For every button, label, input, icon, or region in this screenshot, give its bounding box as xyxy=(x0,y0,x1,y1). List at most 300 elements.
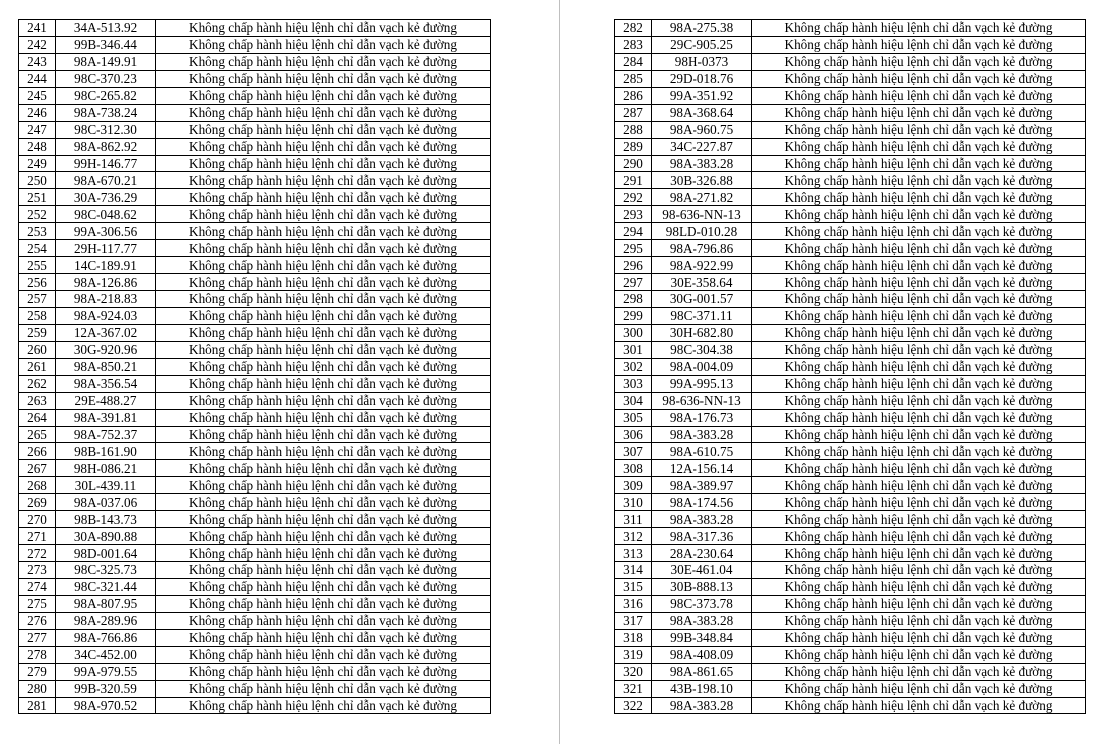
license-plate: 30A-736.29 xyxy=(56,189,156,206)
license-plate: 14C-189.91 xyxy=(56,257,156,274)
row-number: 291 xyxy=(615,172,652,189)
table-row xyxy=(615,206,1086,223)
table-row xyxy=(19,358,491,375)
row-number: 318 xyxy=(615,629,652,646)
violation-description: Không chấp hành hiệu lệnh chỉ dẫn vạch kẻ đường xyxy=(156,358,491,375)
violation-description: Không chấp hành hiệu lệnh chỉ dẫn vạch kẻ đường xyxy=(752,172,1086,189)
table-row xyxy=(615,663,1086,680)
table-row xyxy=(615,629,1086,646)
row-number: 270 xyxy=(19,511,56,528)
row-number: 319 xyxy=(615,646,652,663)
row-number: 272 xyxy=(19,545,56,562)
license-plate: 98H-0373 xyxy=(652,53,752,70)
license-plate: 98B-161.90 xyxy=(56,443,156,460)
violation-description: Không chấp hành hiệu lệnh chỉ dẫn vạch kẻ đường xyxy=(156,612,491,629)
violation-table-right xyxy=(614,19,1086,714)
license-plate: 98A-037.06 xyxy=(56,494,156,511)
row-number: 268 xyxy=(19,477,56,494)
violation-description: Không chấp hành hiệu lệnh chỉ dẫn vạch kẻ đường xyxy=(156,87,491,104)
license-plate: 30G-001.57 xyxy=(652,291,752,308)
violation-description: Không chấp hành hiệu lệnh chỉ dẫn vạch kẻ đường xyxy=(156,460,491,477)
row-number: 296 xyxy=(615,257,652,274)
table-row xyxy=(19,291,491,308)
violation-description: Không chấp hành hiệu lệnh chỉ dẫn vạch kẻ đường xyxy=(752,223,1086,240)
violation-description: Không chấp hành hiệu lệnh chỉ dẫn vạch kẻ đường xyxy=(752,257,1086,274)
row-number: 312 xyxy=(615,528,652,545)
license-plate: 98A-862.92 xyxy=(56,138,156,155)
table-row xyxy=(19,223,491,240)
table-row xyxy=(615,409,1086,426)
violation-description: Không chấp hành hiệu lệnh chỉ dẫn vạch kẻ đường xyxy=(752,189,1086,206)
table-row xyxy=(19,629,491,646)
license-plate: 98A-383.28 xyxy=(652,155,752,172)
violation-description: Không chấp hành hiệu lệnh chỉ dẫn vạch kẻ đường xyxy=(752,426,1086,443)
license-plate: 98A-383.28 xyxy=(652,426,752,443)
row-number: 275 xyxy=(19,595,56,612)
license-plate: 98A-126.86 xyxy=(56,274,156,291)
row-number: 247 xyxy=(19,121,56,138)
row-number: 287 xyxy=(615,104,652,121)
violation-description: Không chấp hành hiệu lệnh chỉ dẫn vạch kẻ đường xyxy=(752,612,1086,629)
row-number: 266 xyxy=(19,443,56,460)
license-plate: 99A-995.13 xyxy=(652,375,752,392)
license-plate: 98A-289.96 xyxy=(56,612,156,629)
row-number: 306 xyxy=(615,426,652,443)
violation-description: Không chấp hành hiệu lệnh chỉ dẫn vạch kẻ đường xyxy=(156,511,491,528)
violation-description: Không chấp hành hiệu lệnh chỉ dẫn vạch kẻ đường xyxy=(156,392,491,409)
row-number: 265 xyxy=(19,426,56,443)
table-row xyxy=(19,646,491,663)
license-plate: 98A-149.91 xyxy=(56,53,156,70)
row-number: 241 xyxy=(19,20,56,37)
violation-description: Không chấp hành hiệu lệnh chỉ dẫn vạch kẻ đường xyxy=(156,189,491,206)
row-number: 261 xyxy=(19,358,56,375)
license-plate: 29E-488.27 xyxy=(56,392,156,409)
violation-description: Không chấp hành hiệu lệnh chỉ dẫn vạch kẻ đường xyxy=(752,578,1086,595)
license-plate: 30E-358.64 xyxy=(652,274,752,291)
violation-description: Không chấp hành hiệu lệnh chỉ dẫn vạch kẻ đường xyxy=(156,121,491,138)
table-row xyxy=(615,578,1086,595)
table-row xyxy=(615,375,1086,392)
table-row xyxy=(615,172,1086,189)
table-row xyxy=(19,155,491,172)
table-row xyxy=(615,223,1086,240)
violation-description: Không chấp hành hiệu lệnh chỉ dẫn vạch kẻ đường xyxy=(752,545,1086,562)
violation-description: Không chấp hành hiệu lệnh chỉ dẫn vạch kẻ đường xyxy=(752,104,1086,121)
table-row xyxy=(19,697,491,714)
table-row xyxy=(19,240,491,257)
row-number: 251 xyxy=(19,189,56,206)
row-number: 259 xyxy=(19,324,56,341)
row-number: 246 xyxy=(19,104,56,121)
license-plate: 98A-850.21 xyxy=(56,358,156,375)
row-number: 289 xyxy=(615,138,652,155)
violation-table-body-right xyxy=(615,20,1086,714)
violation-description: Không chấp hành hiệu lệnh chỉ dẫn vạch kẻ đường xyxy=(752,358,1086,375)
violation-description: Không chấp hành hiệu lệnh chỉ dẫn vạch kẻ đường xyxy=(156,629,491,646)
table-row xyxy=(19,545,491,562)
row-number: 307 xyxy=(615,443,652,460)
row-number: 294 xyxy=(615,223,652,240)
row-number: 260 xyxy=(19,341,56,358)
table-row xyxy=(19,409,491,426)
row-number: 297 xyxy=(615,274,652,291)
license-plate: 98A-174.56 xyxy=(652,494,752,511)
table-row xyxy=(19,307,491,324)
page-divider xyxy=(559,0,560,744)
license-plate: 98C-304.38 xyxy=(652,341,752,358)
row-number: 313 xyxy=(615,545,652,562)
violation-description: Không chấp hành hiệu lệnh chỉ dẫn vạch kẻ đường xyxy=(156,257,491,274)
row-number: 255 xyxy=(19,257,56,274)
violation-description: Không chấp hành hiệu lệnh chỉ dẫn vạch kẻ đường xyxy=(156,494,491,511)
license-plate: 98B-143.73 xyxy=(56,511,156,528)
table-row xyxy=(615,240,1086,257)
violation-description: Không chấp hành hiệu lệnh chỉ dẫn vạch kẻ đường xyxy=(156,426,491,443)
table-row xyxy=(615,20,1086,37)
violation-description: Không chấp hành hiệu lệnh chỉ dẫn vạch kẻ đường xyxy=(752,240,1086,257)
table-row xyxy=(19,324,491,341)
table-row xyxy=(19,375,491,392)
violation-description: Không chấp hành hiệu lệnh chỉ dẫn vạch kẻ đường xyxy=(752,375,1086,392)
license-plate: 30H-682.80 xyxy=(652,324,752,341)
license-plate: 98H-086.21 xyxy=(56,460,156,477)
row-number: 293 xyxy=(615,206,652,223)
license-plate: 98A-861.65 xyxy=(652,663,752,680)
violation-description: Không chấp hành hiệu lệnh chỉ dẫn vạch kẻ đường xyxy=(156,240,491,257)
violation-description: Không chấp hành hiệu lệnh chỉ dẫn vạch kẻ đường xyxy=(156,155,491,172)
table-row xyxy=(615,528,1086,545)
row-number: 277 xyxy=(19,629,56,646)
violation-description: Không chấp hành hiệu lệnh chỉ dẫn vạch kẻ đường xyxy=(752,595,1086,612)
violation-description: Không chấp hành hiệu lệnh chỉ dẫn vạch kẻ đường xyxy=(752,680,1086,697)
table-row xyxy=(19,274,491,291)
license-plate: 99B-346.44 xyxy=(56,36,156,53)
table-row xyxy=(615,443,1086,460)
violation-description: Không chấp hành hiệu lệnh chỉ dẫn vạch kẻ đường xyxy=(752,324,1086,341)
row-number: 245 xyxy=(19,87,56,104)
row-number: 258 xyxy=(19,307,56,324)
table-row xyxy=(19,206,491,223)
table-row xyxy=(19,53,491,70)
license-plate: 30L-439.11 xyxy=(56,477,156,494)
violation-description: Không chấp hành hiệu lệnh chỉ dẫn vạch kẻ đường xyxy=(156,20,491,37)
row-number: 322 xyxy=(615,697,652,714)
license-plate: 98A-922.99 xyxy=(652,257,752,274)
row-number: 267 xyxy=(19,460,56,477)
table-row xyxy=(19,460,491,477)
row-number: 256 xyxy=(19,274,56,291)
license-plate: 98A-738.24 xyxy=(56,104,156,121)
row-number: 304 xyxy=(615,392,652,409)
row-number: 263 xyxy=(19,392,56,409)
license-plate: 29D-018.76 xyxy=(652,70,752,87)
table-row xyxy=(615,324,1086,341)
violation-description: Không chấp hành hiệu lệnh chỉ dẫn vạch kẻ đường xyxy=(752,70,1086,87)
table-row xyxy=(615,562,1086,579)
row-number: 271 xyxy=(19,528,56,545)
table-row xyxy=(615,612,1086,629)
table-row xyxy=(19,663,491,680)
violation-description: Không chấp hành hiệu lệnh chỉ dẫn vạch kẻ đường xyxy=(156,477,491,494)
violation-description: Không chấp hành hiệu lệnh chỉ dẫn vạch kẻ đường xyxy=(752,629,1086,646)
violation-description: Không chấp hành hiệu lệnh chỉ dẫn vạch kẻ đường xyxy=(752,138,1086,155)
table-row xyxy=(19,392,491,409)
row-number: 264 xyxy=(19,409,56,426)
row-number: 311 xyxy=(615,511,652,528)
violation-description: Không chấp hành hiệu lệnh chỉ dẫn vạch kẻ đường xyxy=(156,595,491,612)
license-plate: 98C-048.62 xyxy=(56,206,156,223)
license-plate: 98A-004.09 xyxy=(652,358,752,375)
license-plate: 98A-970.52 xyxy=(56,697,156,714)
violation-description: Không chấp hành hiệu lệnh chỉ dẫn vạch kẻ đường xyxy=(752,697,1086,714)
violation-description: Không chấp hành hiệu lệnh chỉ dẫn vạch kẻ đường xyxy=(752,341,1086,358)
row-number: 320 xyxy=(615,663,652,680)
license-plate: 34C-227.87 xyxy=(652,138,752,155)
table-row xyxy=(19,426,491,443)
row-number: 308 xyxy=(615,460,652,477)
violation-description: Không chấp hành hiệu lệnh chỉ dẫn vạch kẻ đường xyxy=(752,663,1086,680)
violation-description: Không chấp hành hiệu lệnh chỉ dẫn vạch kẻ đường xyxy=(156,104,491,121)
table-row xyxy=(615,257,1086,274)
row-number: 249 xyxy=(19,155,56,172)
license-plate: 34A-513.92 xyxy=(56,20,156,37)
violation-description: Không chấp hành hiệu lệnh chỉ dẫn vạch kẻ đường xyxy=(156,307,491,324)
row-number: 250 xyxy=(19,172,56,189)
license-plate: 98C-371.11 xyxy=(652,307,752,324)
license-plate: 99A-979.55 xyxy=(56,663,156,680)
table-row xyxy=(19,443,491,460)
license-plate: 98A-766.86 xyxy=(56,629,156,646)
table-row xyxy=(615,138,1086,155)
table-row xyxy=(615,426,1086,443)
violation-description: Không chấp hành hiệu lệnh chỉ dẫn vạch kẻ đường xyxy=(156,223,491,240)
table-row xyxy=(615,70,1086,87)
row-number: 280 xyxy=(19,680,56,697)
license-plate: 98A-924.03 xyxy=(56,307,156,324)
license-plate: 98-636-NN-13 xyxy=(652,206,752,223)
table-row xyxy=(615,53,1086,70)
row-number: 305 xyxy=(615,409,652,426)
license-plate: 29C-905.25 xyxy=(652,36,752,53)
row-number: 248 xyxy=(19,138,56,155)
row-number: 283 xyxy=(615,36,652,53)
row-number: 257 xyxy=(19,291,56,308)
license-plate: 98A-275.38 xyxy=(652,20,752,37)
violation-description: Không chấp hành hiệu lệnh chỉ dẫn vạch kẻ đường xyxy=(156,206,491,223)
license-plate: 98-636-NN-13 xyxy=(652,392,752,409)
row-number: 286 xyxy=(615,87,652,104)
license-plate: 98A-383.28 xyxy=(652,612,752,629)
table-row xyxy=(615,341,1086,358)
row-number: 309 xyxy=(615,477,652,494)
license-plate: 98C-312.30 xyxy=(56,121,156,138)
license-plate: 98C-265.82 xyxy=(56,87,156,104)
row-number: 279 xyxy=(19,663,56,680)
violation-description: Không chấp hành hiệu lệnh chỉ dẫn vạch kẻ đường xyxy=(156,70,491,87)
license-plate: 30E-461.04 xyxy=(652,562,752,579)
table-row xyxy=(615,121,1086,138)
violation-description: Không chấp hành hiệu lệnh chỉ dẫn vạch kẻ đường xyxy=(752,528,1086,545)
license-plate: 30B-326.88 xyxy=(652,172,752,189)
violation-description: Không chấp hành hiệu lệnh chỉ dẫn vạch kẻ đường xyxy=(156,646,491,663)
license-plate: 12A-367.02 xyxy=(56,324,156,341)
table-row xyxy=(19,104,491,121)
violation-description: Không chấp hành hiệu lệnh chỉ dẫn vạch kẻ đường xyxy=(752,155,1086,172)
violation-description: Không chấp hành hiệu lệnh chỉ dẫn vạch kẻ đường xyxy=(752,36,1086,53)
violation-description: Không chấp hành hiệu lệnh chỉ dẫn vạch kẻ đường xyxy=(156,409,491,426)
table-row xyxy=(19,121,491,138)
license-plate: 99A-351.92 xyxy=(652,87,752,104)
violation-description: Không chấp hành hiệu lệnh chỉ dẫn vạch kẻ đường xyxy=(752,307,1086,324)
violation-description: Không chấp hành hiệu lệnh chỉ dẫn vạch kẻ đường xyxy=(156,172,491,189)
violation-description: Không chấp hành hiệu lệnh chỉ dẫn vạch kẻ đường xyxy=(752,511,1086,528)
violation-description: Không chấp hành hiệu lệnh chỉ dẫn vạch kẻ đường xyxy=(156,443,491,460)
row-number: 317 xyxy=(615,612,652,629)
table-row xyxy=(19,20,491,37)
license-plate: 98A-807.95 xyxy=(56,595,156,612)
license-plate: 98D-001.64 xyxy=(56,545,156,562)
violation-description: Không chấp hành hiệu lệnh chỉ dẫn vạch kẻ đường xyxy=(752,87,1086,104)
license-plate: 98A-752.37 xyxy=(56,426,156,443)
row-number: 276 xyxy=(19,612,56,629)
table-row xyxy=(19,257,491,274)
row-number: 299 xyxy=(615,307,652,324)
table-row xyxy=(615,680,1086,697)
license-plate: 98A-218.83 xyxy=(56,291,156,308)
table-row xyxy=(19,612,491,629)
table-row xyxy=(19,138,491,155)
table-row xyxy=(19,189,491,206)
table-row xyxy=(615,392,1086,409)
license-plate: 98A-796.86 xyxy=(652,240,752,257)
table-row xyxy=(615,104,1086,121)
table-row xyxy=(615,595,1086,612)
license-plate: 98A-610.75 xyxy=(652,443,752,460)
license-plate: 98A-383.28 xyxy=(652,697,752,714)
row-number: 302 xyxy=(615,358,652,375)
violation-description: Không chấp hành hiệu lệnh chỉ dẫn vạch kẻ đường xyxy=(156,697,491,714)
row-number: 316 xyxy=(615,595,652,612)
row-number: 314 xyxy=(615,562,652,579)
table-row xyxy=(19,36,491,53)
violation-table-body-left xyxy=(19,20,491,714)
license-plate: 98A-408.09 xyxy=(652,646,752,663)
table-row xyxy=(615,36,1086,53)
violation-description: Không chấp hành hiệu lệnh chỉ dẫn vạch kẻ đường xyxy=(156,138,491,155)
license-plate: 30A-890.88 xyxy=(56,528,156,545)
table-row xyxy=(615,545,1086,562)
row-number: 252 xyxy=(19,206,56,223)
table-row xyxy=(19,341,491,358)
table-row xyxy=(615,460,1086,477)
row-number: 285 xyxy=(615,70,652,87)
license-plate: 98C-325.73 xyxy=(56,562,156,579)
table-row xyxy=(615,646,1086,663)
row-number: 315 xyxy=(615,578,652,595)
table-row xyxy=(615,697,1086,714)
license-plate: 98C-370.23 xyxy=(56,70,156,87)
table-row xyxy=(19,562,491,579)
violation-description: Không chấp hành hiệu lệnh chỉ dẫn vạch kẻ đường xyxy=(156,53,491,70)
license-plate: 98LD-010.28 xyxy=(652,223,752,240)
license-plate: 98A-670.21 xyxy=(56,172,156,189)
row-number: 303 xyxy=(615,375,652,392)
table-row xyxy=(19,528,491,545)
violation-description: Không chấp hành hiệu lệnh chỉ dẫn vạch kẻ đường xyxy=(156,36,491,53)
violation-description: Không chấp hành hiệu lệnh chỉ dẫn vạch kẻ đường xyxy=(752,121,1086,138)
license-plate: 28A-230.64 xyxy=(652,545,752,562)
license-plate: 98A-391.81 xyxy=(56,409,156,426)
license-plate: 99B-348.84 xyxy=(652,629,752,646)
row-number: 300 xyxy=(615,324,652,341)
violation-description: Không chấp hành hiệu lệnh chỉ dẫn vạch kẻ đường xyxy=(752,409,1086,426)
row-number: 282 xyxy=(615,20,652,37)
table-row xyxy=(19,87,491,104)
row-number: 281 xyxy=(19,697,56,714)
violation-description: Không chấp hành hiệu lệnh chỉ dẫn vạch kẻ đường xyxy=(156,341,491,358)
table-row xyxy=(615,291,1086,308)
violation-description: Không chấp hành hiệu lệnh chỉ dẫn vạch kẻ đường xyxy=(752,291,1086,308)
license-plate: 34C-452.00 xyxy=(56,646,156,663)
row-number: 269 xyxy=(19,494,56,511)
violation-description: Không chấp hành hiệu lệnh chỉ dẫn vạch kẻ đường xyxy=(156,578,491,595)
table-row xyxy=(615,87,1086,104)
license-plate: 29H-117.77 xyxy=(56,240,156,257)
violation-description: Không chấp hành hiệu lệnh chỉ dẫn vạch kẻ đường xyxy=(752,477,1086,494)
row-number: 278 xyxy=(19,646,56,663)
row-number: 321 xyxy=(615,680,652,697)
table-row xyxy=(615,189,1086,206)
row-number: 284 xyxy=(615,53,652,70)
row-number: 253 xyxy=(19,223,56,240)
table-row xyxy=(615,155,1086,172)
license-plate: 30G-920.96 xyxy=(56,341,156,358)
violation-table-left xyxy=(18,19,491,714)
table-row xyxy=(19,494,491,511)
table-row xyxy=(615,494,1086,511)
row-number: 301 xyxy=(615,341,652,358)
violation-description: Không chấp hành hiệu lệnh chỉ dẫn vạch kẻ đường xyxy=(752,562,1086,579)
license-plate: 98A-368.64 xyxy=(652,104,752,121)
violation-description: Không chấp hành hiệu lệnh chỉ dẫn vạch kẻ đường xyxy=(156,562,491,579)
violation-description: Không chấp hành hiệu lệnh chỉ dẫn vạch kẻ đường xyxy=(156,274,491,291)
license-plate: 43B-198.10 xyxy=(652,680,752,697)
table-row xyxy=(19,70,491,87)
table-row xyxy=(19,172,491,189)
violation-description: Không chấp hành hiệu lệnh chỉ dẫn vạch kẻ đường xyxy=(752,494,1086,511)
violation-description: Không chấp hành hiệu lệnh chỉ dẫn vạch kẻ đường xyxy=(752,53,1086,70)
table-row xyxy=(19,578,491,595)
violation-description: Không chấp hành hiệu lệnh chỉ dẫn vạch kẻ đường xyxy=(752,443,1086,460)
license-plate: 98A-317.36 xyxy=(652,528,752,545)
violation-description: Không chấp hành hiệu lệnh chỉ dẫn vạch kẻ đường xyxy=(752,206,1086,223)
violation-description: Không chấp hành hiệu lệnh chỉ dẫn vạch kẻ đường xyxy=(752,20,1086,37)
row-number: 244 xyxy=(19,70,56,87)
row-number: 273 xyxy=(19,562,56,579)
row-number: 298 xyxy=(615,291,652,308)
license-plate: 98A-271.82 xyxy=(652,189,752,206)
row-number: 242 xyxy=(19,36,56,53)
table-row xyxy=(615,274,1086,291)
license-plate: 99A-306.56 xyxy=(56,223,156,240)
violation-description: Không chấp hành hiệu lệnh chỉ dẫn vạch kẻ đường xyxy=(752,274,1086,291)
violation-description: Không chấp hành hiệu lệnh chỉ dẫn vạch kẻ đường xyxy=(156,545,491,562)
license-plate: 98A-960.75 xyxy=(652,121,752,138)
violation-description: Không chấp hành hiệu lệnh chỉ dẫn vạch kẻ đường xyxy=(752,392,1086,409)
license-plate: 98A-356.54 xyxy=(56,375,156,392)
violation-description: Không chấp hành hiệu lệnh chỉ dẫn vạch kẻ đường xyxy=(156,375,491,392)
